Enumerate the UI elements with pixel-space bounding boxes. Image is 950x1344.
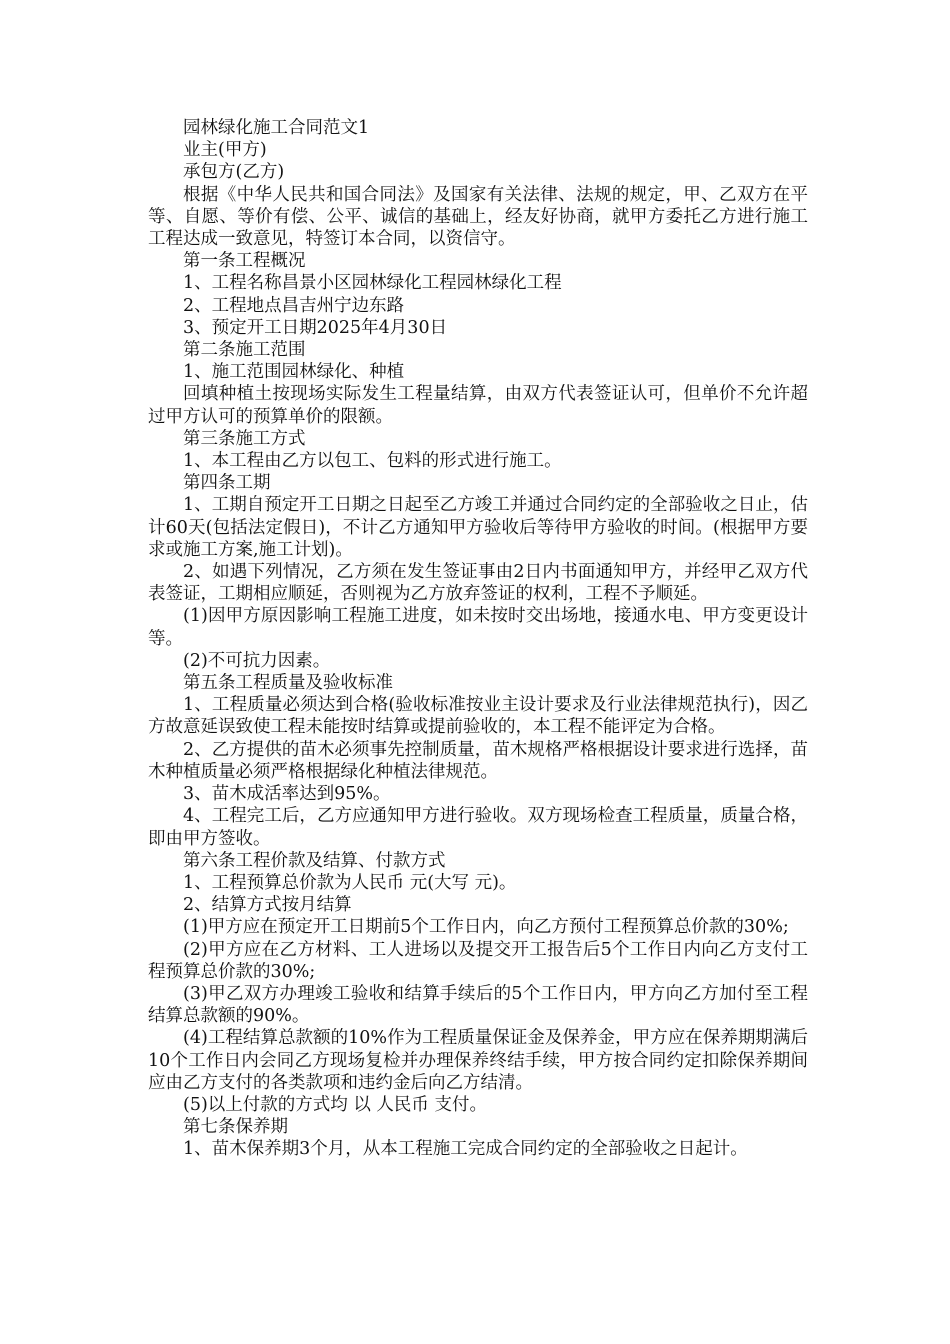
clause-paragraph: (5)以上付款的方式均 以 人民币 支付。 (183, 1094, 487, 1115)
article-heading: 第三条施工方式 (183, 428, 306, 449)
clause-paragraph: 4、工程完工后，乙方应通知甲方进行验收。双方现场检查工程质量，质量合格，即由甲方签收。 (148, 806, 808, 849)
clause-paragraph: 1、工期自预定开工日期之日起至乙方竣工并通过合同约定的全部验收之日止，估计60天(包括法定假日)，不计乙方通知甲方验收后等待甲方验收的时间。(根据甲方要求或施工方案,施工计划)。 (148, 495, 808, 560)
clause-paragraph: 1、工程名称昌景小区园林绿化工程园林绿化工程 (183, 273, 562, 294)
clause-paragraph: 3、苗木成活率达到95%。 (183, 784, 391, 805)
clause-paragraph: 3、预定开工日期2025年4月30日 (183, 317, 448, 338)
article-heading: 第四条工期 (183, 473, 271, 494)
clause-paragraph: 2、乙方提供的苗木必须事先控制质量，苗木规格严格根据设计要求进行选择，苗木种植质量必须严格根据绿化种植法律规范。 (148, 739, 808, 782)
clause-paragraph: 2、结算方式按月结算 (183, 895, 352, 916)
article-heading: 第二条施工范围 (183, 340, 306, 361)
clause-paragraph: 回填种植土按现场实际发生工程量结算，由双方代表签证认可，但单价不允许超过甲方认可的预算单价的限额。 (148, 384, 808, 427)
party-a-line: 业主(甲方) (183, 140, 267, 161)
clause-paragraph: (2)甲方应在乙方材料、工人进场以及提交开工报告后5个工作日内向乙方支付工程预算总价款的30%; (148, 939, 808, 982)
clause-paragraph: (3)甲乙双方办理竣工验收和结算手续后的5个工作日内，甲方向乙方加付至工程结算总款额的90%。 (148, 983, 808, 1027)
clause-paragraph: (2)不可抗力因素。 (183, 650, 331, 671)
document-title: 园林绿化施工合同范文1 (183, 118, 370, 138)
clause-paragraph: (1)因甲方原因影响工程施工进度，如未按时交出场地，接通水电、甲方变更设计等。 (148, 606, 808, 649)
clause-paragraph: 2、工程地点昌吉州宁边东路 (183, 295, 405, 316)
clause-paragraph: (1)甲方应在预定开工日期前5个工作日内，向乙方预付工程预算总价款的30%; (183, 917, 789, 938)
article-heading: 第五条工程质量及验收标准 (183, 673, 393, 694)
document-body (148, 117, 808, 1161)
clause-paragraph: 1、本工程由乙方以包工、包料的形式进行施工。 (183, 451, 562, 472)
clause-paragraph: 1、工程质量必须达到合格(验收标准按业主设计要求及行业法律规范执行)，因乙方故意延误致使工程未能按时结算或提前验收的，本工程不能评定为合格。 (148, 695, 808, 738)
clause-paragraph: (4)工程结算总款额的10%作为工程质量保证金及保养金，甲方应在保养期期满后10个工作日内会同乙方现场复检并办理保养终结手续，甲方按合同约定扣除保养期间应由乙方支付的各类款项和违约金后向乙方结清。 (148, 1028, 808, 1093)
clause-paragraph: 1、工程预算总价款为人民币 元(大写 元)。 (183, 872, 517, 893)
clause-paragraph: 1、苗木保养期3个月，从本工程施工完成合同约定的全部验收之日起计。 (183, 1139, 748, 1160)
clause-paragraph: 2、如遇下列情况，乙方须在发生签证事由2日内书面通知甲方，并经甲乙双方代表签证，工期相应顺延，否则视为乙方放弃签证的权利，工程不予顺延。 (148, 562, 808, 605)
article-heading: 第六条工程价款及结算、付款方式 (183, 850, 446, 871)
clause-paragraph: 1、施工范围园林绿化、种植 (183, 362, 405, 383)
preamble-paragraph: 根据《中华人民共和国合同法》及国家有关法律、法规的规定，甲、乙双方在平等、自愿、等价有偿、公平、诚信的基础上，经友好协商，就甲方委托乙方进行施工工程达成一致意见，特签订本合同，以资信守。 (148, 184, 808, 250)
article-heading: 第一条工程概况 (183, 251, 306, 272)
party-b-line: 承包方(乙方) (183, 162, 285, 183)
article-heading: 第七条保养期 (183, 1117, 288, 1138)
